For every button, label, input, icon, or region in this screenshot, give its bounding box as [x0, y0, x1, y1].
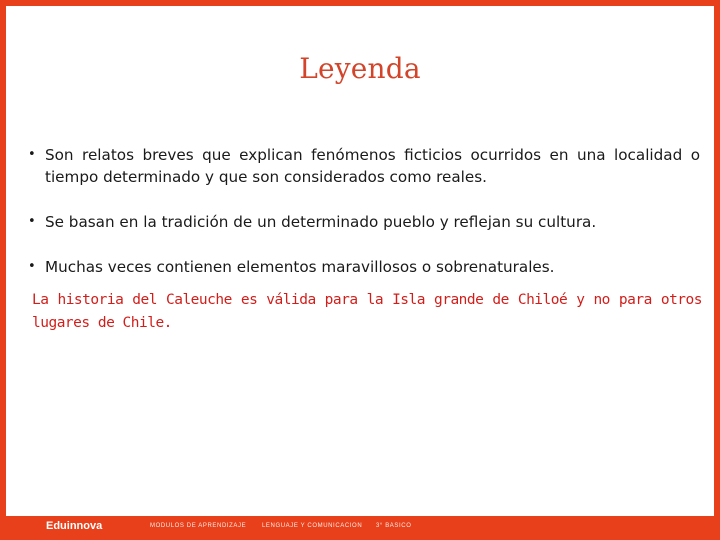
bullet-dot: •	[28, 147, 36, 162]
slide-title: Leyenda	[299, 52, 421, 85]
footer-grade: 3° BÁSICO	[376, 523, 412, 529]
footer-bar	[0, 516, 720, 540]
footer-module: MÓDULOS DE APRENDIZAJE	[150, 523, 247, 529]
bullet-text: Son relatos breves que explican fenómenos ficticios ocurridos en una localidad o tiempo determinado y que son considerados como reales.	[45, 146, 700, 186]
bullet-dot: •	[28, 214, 36, 229]
bullet-list	[28, 144, 700, 278]
slide	[6, 6, 714, 516]
bullet-dot: •	[28, 259, 36, 274]
bullet-text: Muchas veces contienen elementos maravillosos o sobrenaturales.	[45, 258, 555, 276]
bullet-text: Se basan en la tradición de un determinado pueblo y reflejan su cultura.	[45, 213, 597, 231]
bullet-item	[28, 144, 700, 188]
example-note: La historia del Caleuche es válida para la Isla grande de Chiloé y no para otros lugares de Chile.	[32, 292, 702, 331]
bullet-item	[28, 211, 700, 233]
brand-logo: Eduinnova	[46, 520, 103, 532]
bullet-item	[28, 256, 700, 278]
footer-subject: LENGUAJE Y COMUNICACIÓN	[262, 523, 363, 529]
